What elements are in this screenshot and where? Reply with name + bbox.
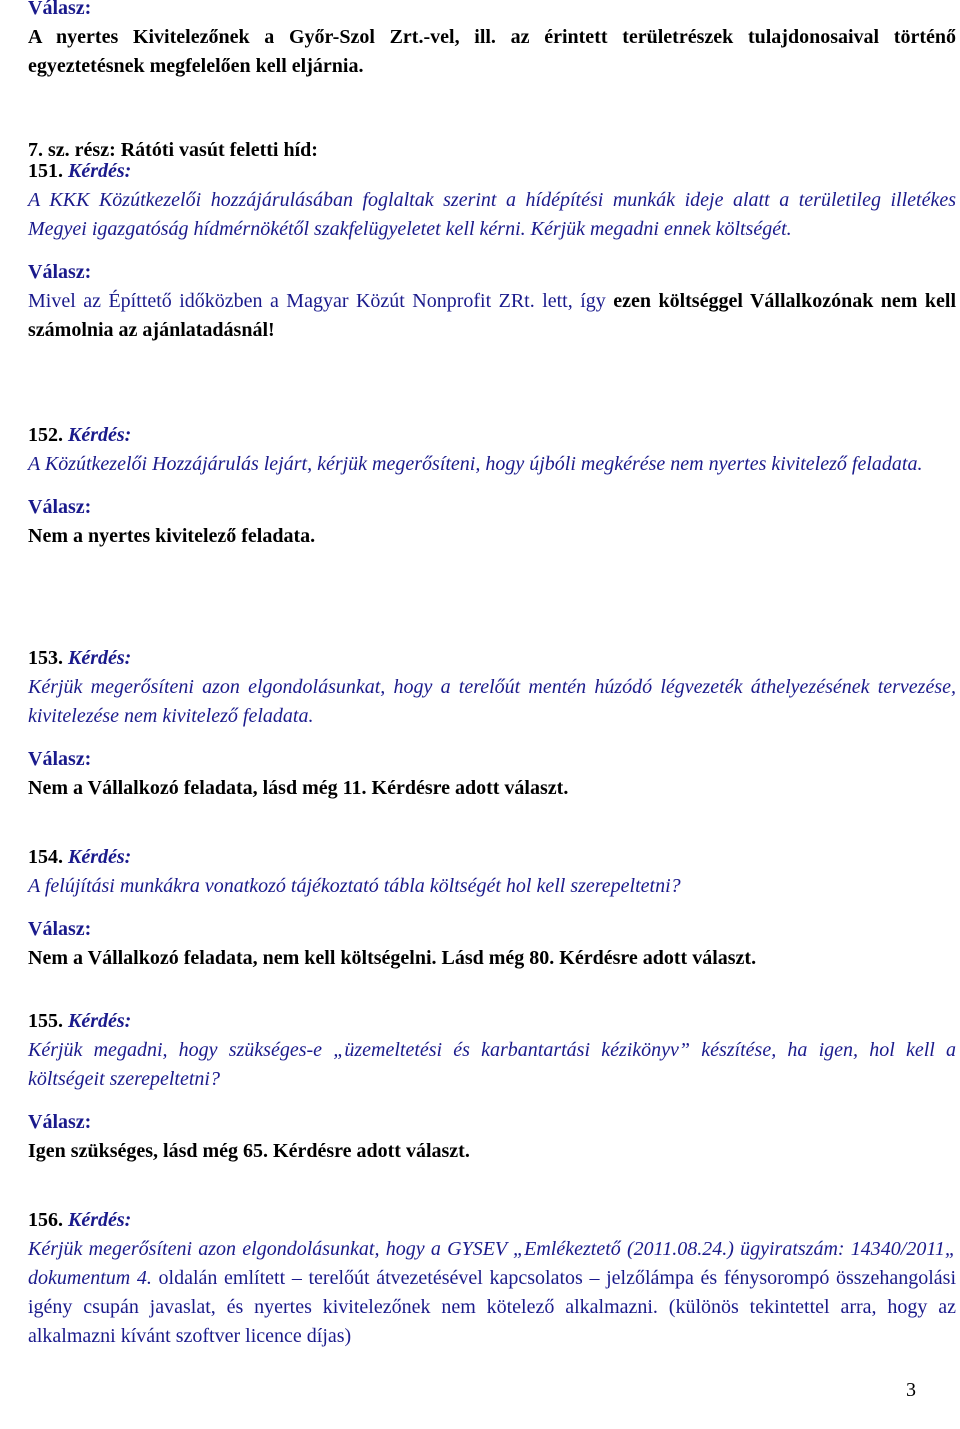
kerdes-label: Kérdés: <box>68 647 132 669</box>
question-text: Kérjük megadni, hogy szükséges-e „üzemeltetési és karbantartási kézikönyv” készítése, ha igen, hol kell a költségeit szerepeltetni? <box>28 1039 956 1090</box>
qa-item-152 <box>28 421 956 551</box>
qa-item-156 <box>28 1206 956 1351</box>
kerdes-label: Kérdés: <box>68 424 132 446</box>
valasz-label: Válasz: <box>28 0 92 19</box>
kerdes-label: Kérdés: <box>68 1209 132 1231</box>
question-text <box>28 1235 956 1351</box>
question-italic: Kérjük megerősíteni azon elgondolásunkat, hogy a GYSEV „Emlékeztető (2011.08.24.) ügyiratszám: 14340/2011„ dokumentum 4. <box>28 1238 956 1289</box>
answer-bold: ezen költséggel Vállalkozónak nem kell számolnia az ajánlatadásnál! <box>28 290 957 341</box>
question-text: A felújítási munkákra vonatkozó tájékoztató tábla költségét hol kell szerepeltetni? <box>28 875 681 897</box>
valasz-label: Válasz: <box>28 918 92 940</box>
kerdes-label: Kérdés: <box>68 160 132 182</box>
answer-text: Nem a Vállalkozó feladata, lásd még 11. Kérdésre adott választ. <box>28 777 569 799</box>
qa-item-155 <box>28 1007 956 1166</box>
valasz-label: Válasz: <box>28 496 92 518</box>
question-number: 153. <box>28 647 63 669</box>
question-text: A KKK Közútkezelői hozzájárulásában foglaltak szerint a hídépítési munkák ideje alatt a területileg illetékes Megyei igazgatóság hídmérnökétől szakfelügyeletet kell kérni. Kérjük megadni ennek költségét. <box>28 189 956 240</box>
question-text: Kérjük megerősíteni azon elgondolásunkat, hogy a terelőút mentén húzódó légvezeték áthelyezésének tervezése, kivitelezése nem kivitelező feladata. <box>28 676 956 727</box>
question-text: A Közútkezelői Hozzájárulás lejárt, kérjük megerősíteni, hogy újbóli megkérése nem nyertes kivitelező feladata. <box>28 453 923 475</box>
question-number: 152. <box>28 424 63 446</box>
question-number: 156. <box>28 1209 63 1231</box>
answer-text: Nem a Vállalkozó feladata, nem kell költségelni. Lásd még 80. Kérdésre adott választ. <box>28 947 757 969</box>
page-number: 3 <box>906 1379 916 1401</box>
qa-item-154 <box>28 843 956 973</box>
question-number: 151. <box>28 160 63 182</box>
qa-item-153 <box>28 644 956 803</box>
answer-text: Igen szükséges, lásd még 65. Kérdésre adott választ. <box>28 1140 470 1162</box>
question-number: 155. <box>28 1010 63 1032</box>
answer-plain: Mivel az Építtető időközben a Magyar Közút Nonprofit ZRt. lett, így <box>28 290 606 312</box>
top-answer-block <box>28 0 956 81</box>
valasz-label: Válasz: <box>28 1111 92 1133</box>
question-number: 154. <box>28 846 63 868</box>
answer-text: A nyertes Kivitelezőnek a Győr-Szol Zrt.-vel, ill. az érintett területrészek tulajdonosaival történő egyeztetésnek megfelelően kell eljárnia. <box>28 26 956 77</box>
question-plain: oldalán említett – terelőút átvezetésével kapcsolatos – jelzőlámpa és fénysorompó összehangolási igény csupán javaslat, és nyertes kivitelezőnek nem kötelező alkalmazni. (különös tekintettel arra, hogy az alkalmazni kívánt szoftver licence díjas) <box>28 1267 956 1347</box>
valasz-label: Válasz: <box>28 748 92 770</box>
kerdes-label: Kérdés: <box>68 846 132 868</box>
qa-item-151 <box>28 157 956 345</box>
answer-text <box>28 287 956 345</box>
section-heading: 7. sz. rész: Rátóti vasút feletti híd: <box>28 139 318 161</box>
answer-text: Nem a nyertes kivitelező feladata. <box>28 525 316 547</box>
valasz-label: Válasz: <box>28 261 92 283</box>
kerdes-label: Kérdés: <box>68 1010 132 1032</box>
